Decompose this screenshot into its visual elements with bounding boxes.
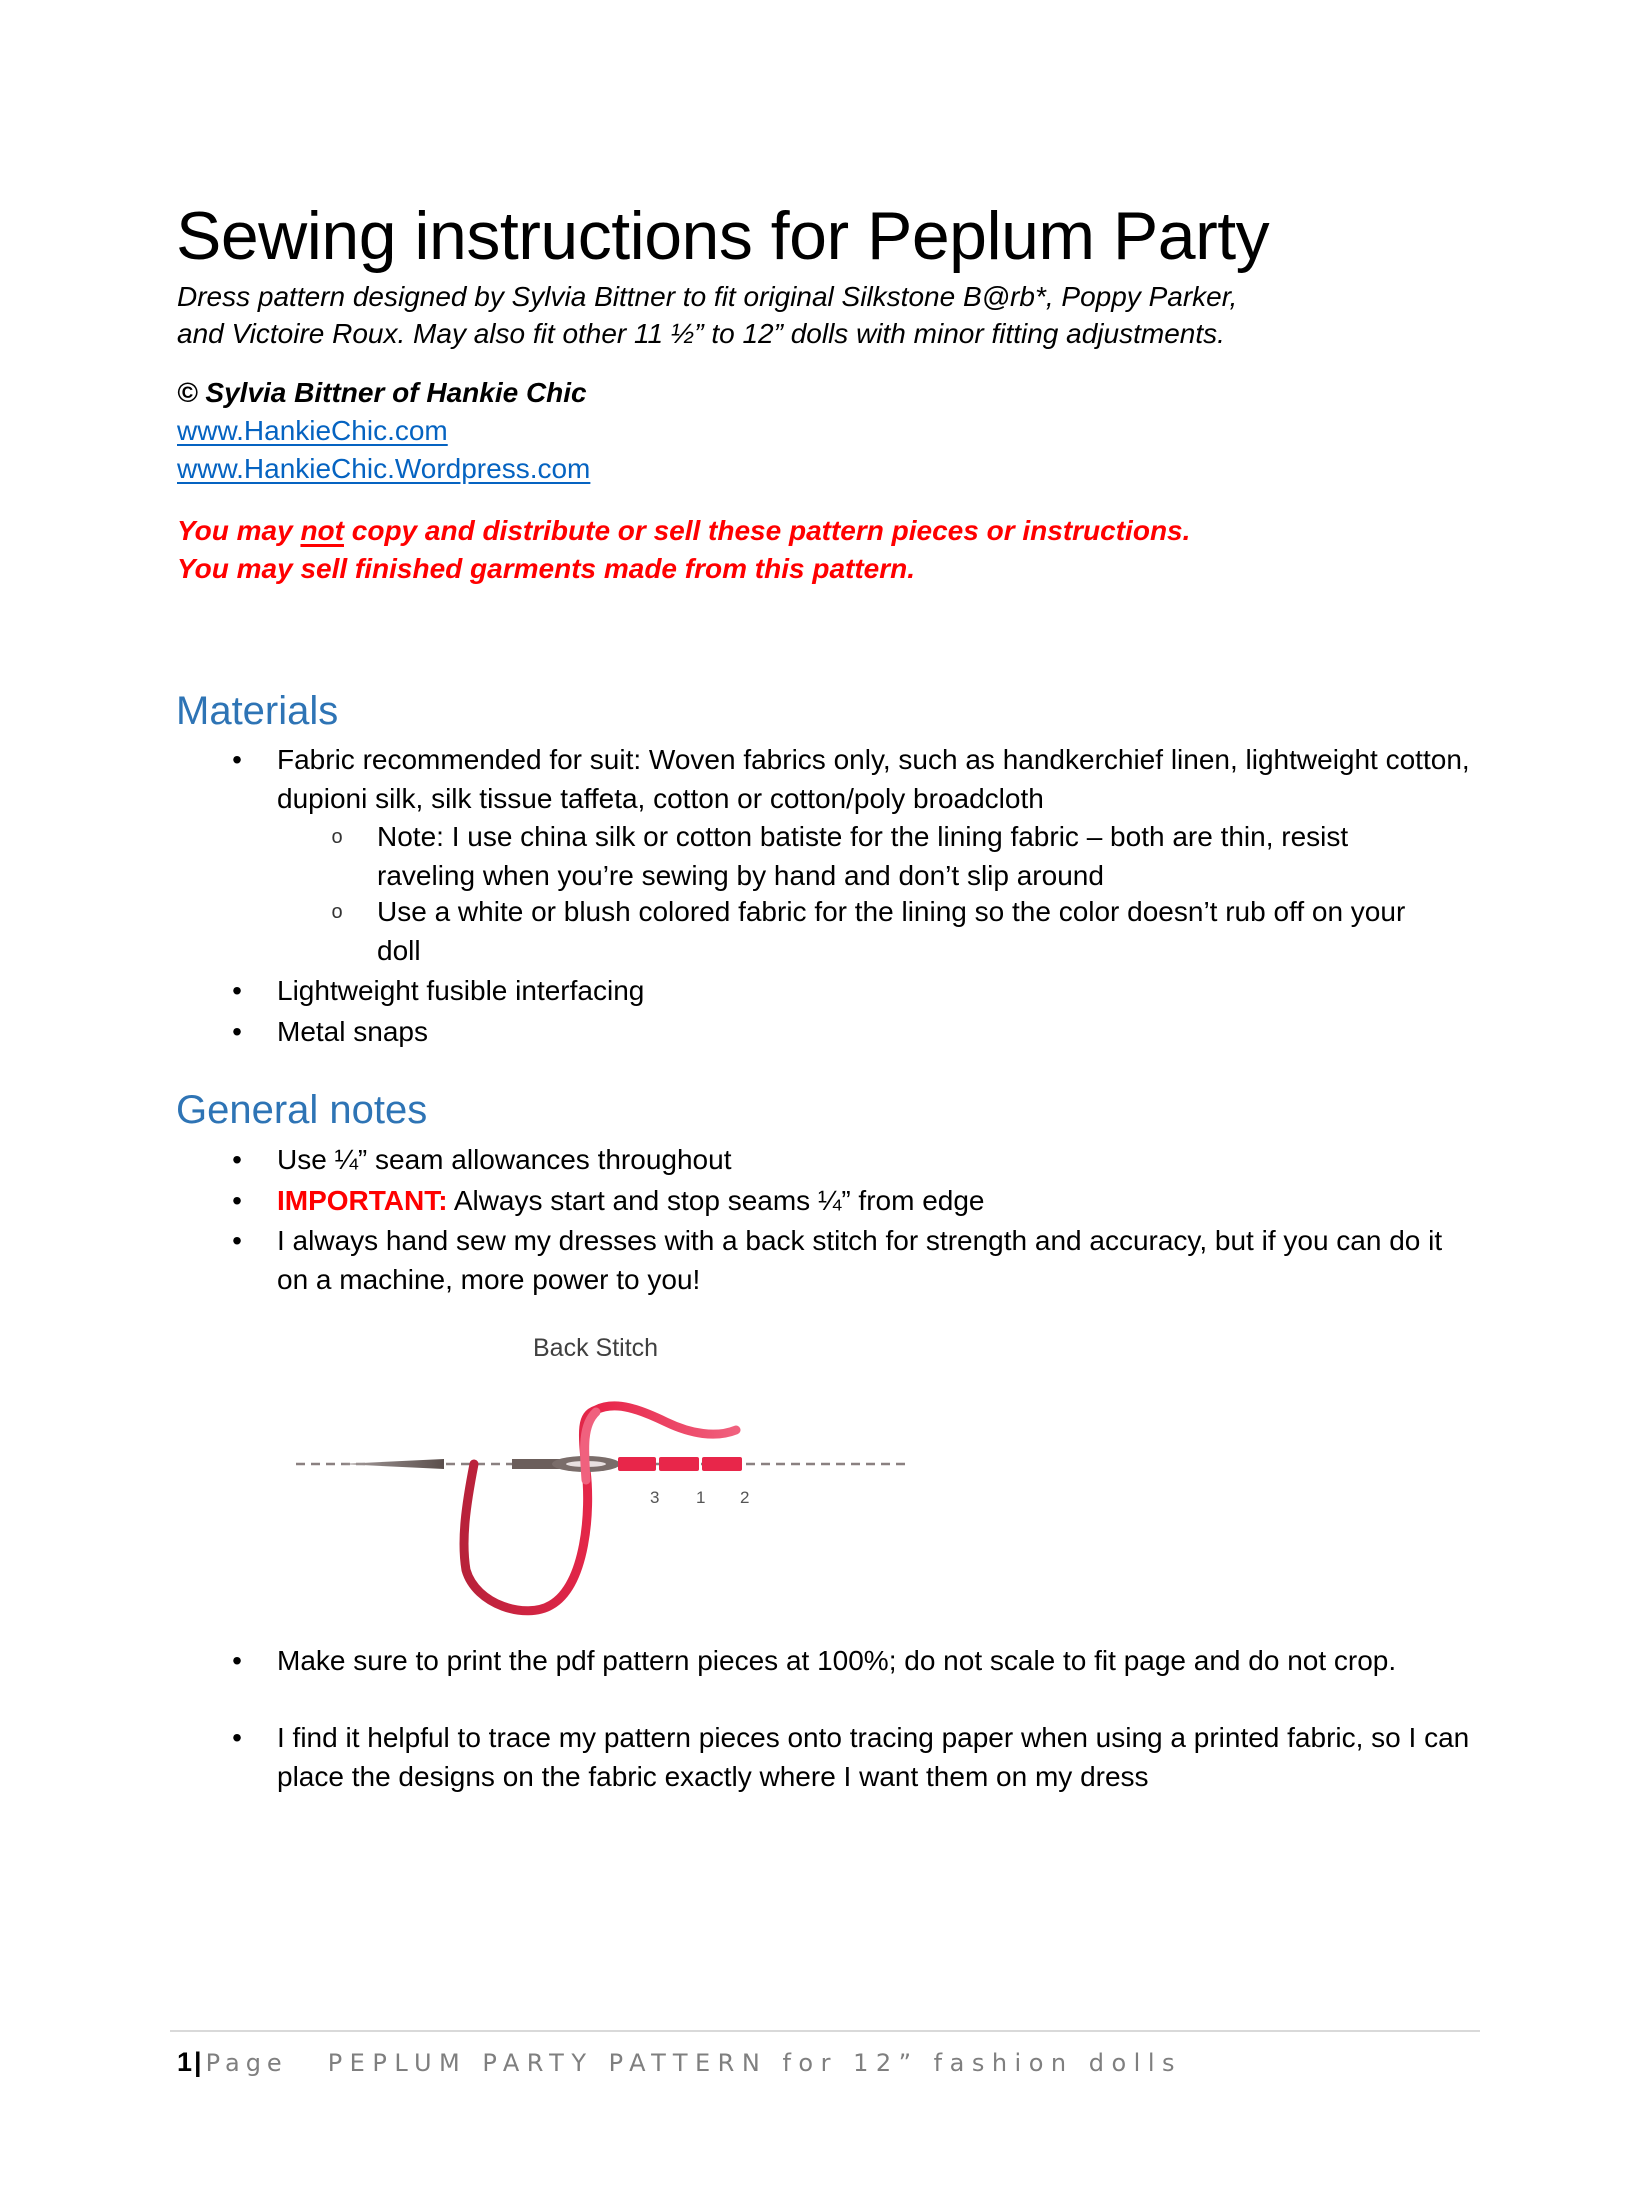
- warning-text: You may: [177, 515, 301, 546]
- materials-subitem: [331, 818, 1437, 895]
- list-item-text: Use a white or blush colored fabric for the lining so the color doesn’t rub off on your doll: [377, 896, 1406, 966]
- stitch-number: 2: [740, 1488, 750, 1507]
- subtitle-line-1: Dress pattern designed by Sylvia Bittner to fit original Silkstone B@rb*, Poppy Parker,: [177, 281, 1238, 312]
- warning-text: copy and distribute or sell these pattern pieces or instructions.: [343, 515, 1191, 546]
- bullet-icon: •: [232, 1185, 242, 1216]
- list-item-text: Make sure to print the pdf pattern pieces at 100%; do not scale to fit page and do not crop.: [277, 1645, 1397, 1676]
- notes-item: [232, 1182, 1497, 1221]
- warning-emphasis: not: [300, 515, 344, 546]
- circle-bullet-icon: o: [331, 901, 343, 923]
- link-hankiechic[interactable]: www.HankieChic.com: [177, 415, 448, 446]
- materials-item: [232, 1013, 1497, 1052]
- general-notes-heading: General notes: [176, 1088, 428, 1132]
- page-footer: [177, 2044, 1182, 2081]
- link-hankiechic-wordpress[interactable]: www.HankieChic.Wordpress.com: [177, 453, 591, 484]
- notes-item: [232, 1141, 1497, 1180]
- footer-doc-title: PEPLUM PARTY PATTERN for 12” fashion dolls: [327, 2049, 1182, 2077]
- thread-loop: [464, 1406, 736, 1611]
- list-item-text: Lightweight fusible interfacing: [277, 975, 645, 1006]
- notes-item: [232, 1222, 1477, 1299]
- list-item-text: I find it helpful to trace my pattern pieces onto tracing paper when using a printed fabric, so I can place the designs on the fabric exactly where I want them on my dress: [277, 1722, 1470, 1792]
- copy-warning-line-1: [177, 512, 1190, 550]
- document-title: Sewing instructions for Peplum Party: [176, 198, 1270, 274]
- notes-item: [232, 1642, 1457, 1681]
- notes-item: [232, 1719, 1492, 1796]
- back-stitch-diagram: [296, 1330, 916, 1630]
- list-item-text: I always hand sew my dresses with a back stitch for strength and accuracy, but if you can do it on a machine, more power to you!: [277, 1225, 1443, 1295]
- footer-divider: [170, 2030, 1480, 2032]
- bullet-icon: •: [232, 1225, 242, 1256]
- stitch-segment: [702, 1457, 742, 1471]
- list-item-text: Metal snaps: [277, 1016, 428, 1047]
- list-item-text: Note: I use china silk or cotton batiste for the lining fabric – both are thin, resist raveling when you’re sewing by hand and don’t slip around: [377, 821, 1349, 891]
- materials-item: [232, 972, 1497, 1011]
- bullet-icon: •: [232, 744, 242, 775]
- page-label: Page: [205, 2049, 288, 2077]
- needle-tip: [341, 1459, 444, 1469]
- copy-warning-line-2: You may sell finished garments made from this pattern.: [177, 553, 916, 584]
- bullet-icon: •: [232, 975, 242, 1006]
- list-item-text: Always start and stop seams ¼” from edge: [453, 1185, 985, 1216]
- stitch-number: 1: [696, 1488, 706, 1507]
- materials-subitem: [331, 893, 1437, 970]
- bullet-icon: •: [232, 1645, 242, 1676]
- bullet-icon: •: [232, 1722, 242, 1753]
- bullet-icon: •: [232, 1016, 242, 1047]
- subtitle-line-2: and Victoire Roux. May also fit other 11 ½” to 12” dolls with minor fitting adjustments.: [177, 318, 1225, 349]
- page-number: 1: [177, 2047, 193, 2077]
- list-item-text: Use ¼” seam allowances throughout: [277, 1144, 732, 1175]
- circle-bullet-icon: o: [331, 826, 343, 848]
- back-stitch-illustration: [296, 1330, 916, 1630]
- materials-heading: Materials: [176, 689, 339, 733]
- materials-item: [232, 741, 1497, 818]
- bullet-icon: •: [232, 1144, 242, 1175]
- important-label: IMPORTANT:: [277, 1185, 448, 1216]
- stitch-segment: [659, 1457, 699, 1471]
- footer-separator: |: [194, 2047, 202, 2077]
- stitch-number: 3: [650, 1488, 660, 1507]
- stitch-segment: [618, 1457, 656, 1471]
- list-item-text: Fabric recommended for suit: Woven fabrics only, such as handkerchief linen, lightweight cotton, dupioni silk, silk tissue taffeta, cotton or cotton/poly broadcloth: [277, 744, 1470, 814]
- figure-label: Back Stitch: [533, 1334, 659, 1362]
- copyright-line: © Sylvia Bittner of Hankie Chic: [177, 377, 587, 408]
